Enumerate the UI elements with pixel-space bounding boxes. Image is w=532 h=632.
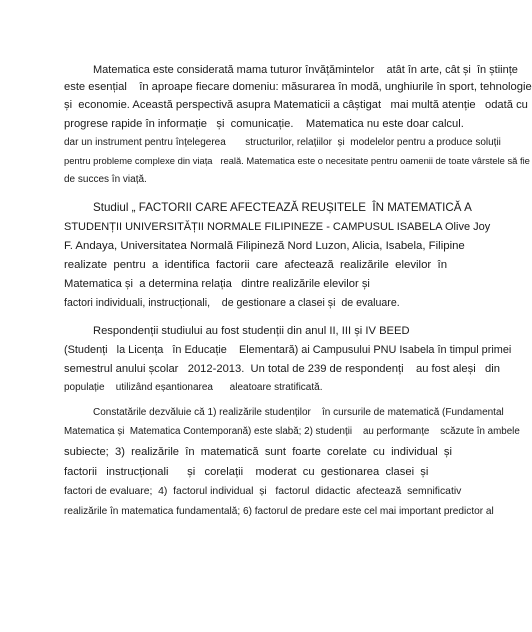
- text-line: subiecte; 3) realizările în matematică sunt foarte corelate cu individual și: [64, 446, 453, 458]
- text-line: F. Andaya, Universitatea Normală Filipineză Nord Luzon, Alicia, Isabela, Filipine: [64, 240, 465, 252]
- text-line: populație utilizând eșantionarea aleatoare stratificată.: [64, 382, 323, 393]
- text-line: este esențial în aproape fiecare domeniu: măsurarea în modă, unghiurile în sport, tehnologie: [64, 81, 532, 93]
- text-line: Matematica și a determina relația dintre realizările elevilor și: [64, 278, 370, 290]
- text-line: Matematica și Matematica Contemporană) este slabă; 2) studenții au performanțe scăzute în ambele: [64, 426, 520, 437]
- text-line: realizările în matematica fundamentală; 6) factorul de predare este cel mai important predictor al: [64, 506, 494, 517]
- text-line: Respondenții studiului au fost studenții din anul II, III și IV BEED: [93, 325, 410, 337]
- text-line: realizate pentru a identifica factorii care afectează realizările elevilor în: [64, 259, 448, 271]
- text-line: Matematica este considerată mama tuturor învățămintelor atât în arte, cât și în științe: [93, 64, 518, 76]
- text-line: semestrul anului școlar 2012-2013. Un total de 239 de respondenți au fost aleși din: [64, 363, 500, 375]
- text-line: factori de evaluare; 4) factorul individual și factorul didactic afectează semnificativ: [64, 486, 462, 497]
- text-line: progrese rapide în informație și comunicație. Matematica nu este doar calcul.: [64, 118, 464, 130]
- text-line: și economie. Această perspectivă asupra Matematicii a câștigat mai multă atenție odată cu: [64, 99, 528, 111]
- text-line: de succes în viață.: [64, 174, 147, 185]
- text-line: (Studenți la Licența în Educație Elementară) ai Campusului PNU Isabela în timpul primei: [64, 344, 512, 356]
- text-line: pentru probleme complexe din viața reală. Matematica este o necesitate pentru oamenii de toate vârstele să fie: [64, 155, 530, 166]
- text-line: factori individuali, instrucționali, de gestionare a clasei și de evaluare.: [64, 297, 400, 309]
- text-line: factorii instrucționali și corelații moderat cu gestionarea clasei și: [64, 466, 429, 478]
- text-line: Constatările dezvăluie că 1) realizările studenților în cursurile de matematică (Fundamental: [93, 407, 504, 418]
- text-line: STUDENȚII UNIVERSITĂȚII NORMALE FILIPINEZE - CAMPUSUL ISABELA Olive Joy: [64, 221, 491, 233]
- text-line: dar un instrument pentru înțelegerea structurilor, relațiilor și modelelor pentru a produce soluții: [64, 137, 501, 148]
- text-line: Studiul „ FACTORII CARE AFECTEAZĂ REUȘITELE ÎN MATEMATICĂ A: [93, 201, 472, 214]
